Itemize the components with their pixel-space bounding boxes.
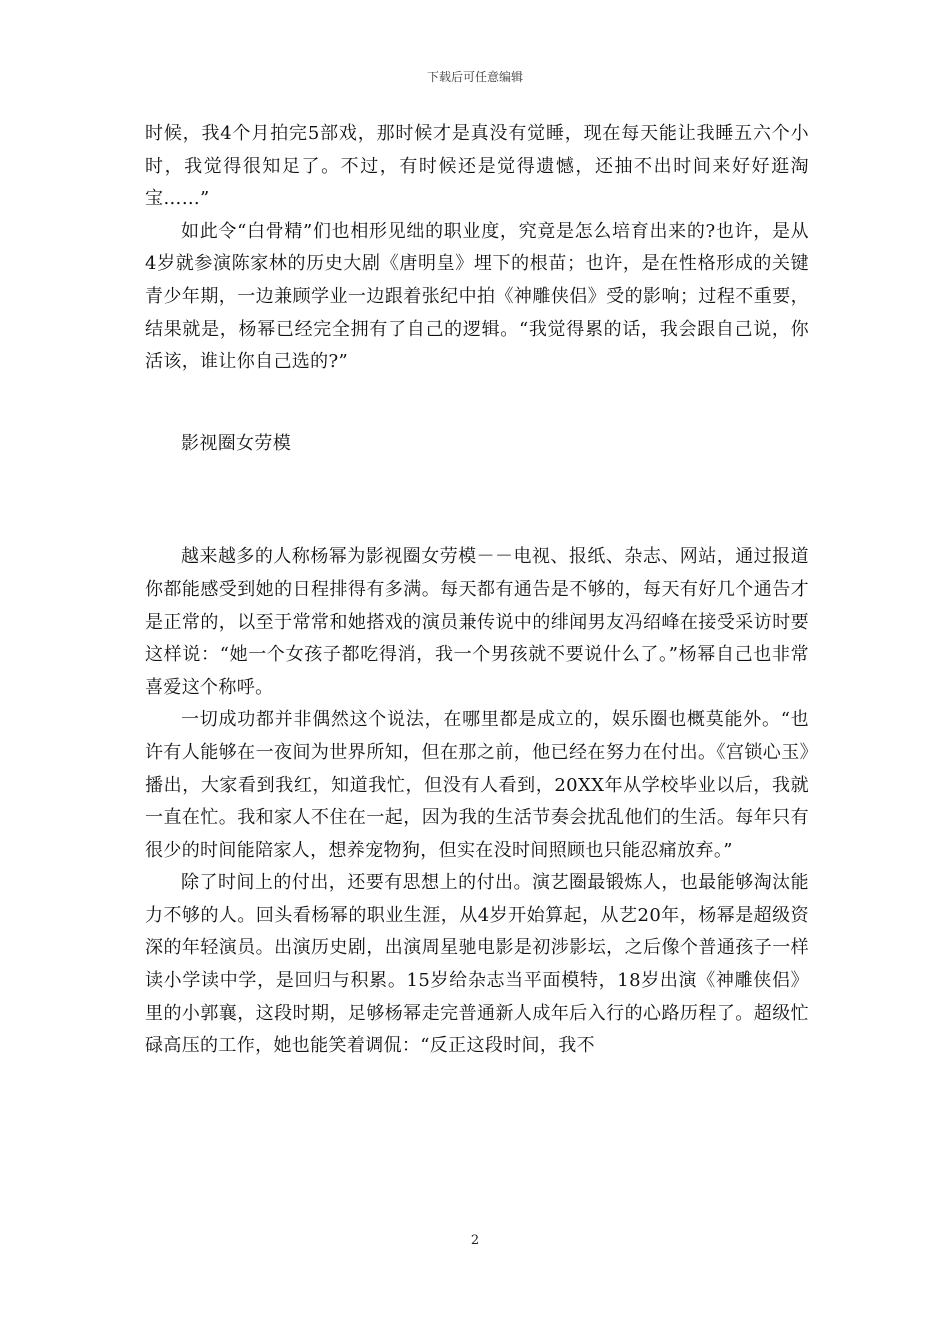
- document-body: [145, 118, 809, 1063]
- paragraph: 越来越多的人称杨幂为影视圈女劳模－－电视、报纸、杂志、网站，通过报道你都能感受到她的日程排得有多满。每天都有通告是不够的，每天有好几个通告才是正常的，以至于常常和她搭戏的演员兼传说中的绯闻男友冯绍峰在接受采访时要这样说：“她一个女孩子都吃得消，我一个男孩就不要说什么了。”杨幂自己也非常喜爱这个称呼。: [145, 546, 809, 698]
- paragraph: 除了时间上的付出，还要有思想上的付出。演艺圈最锻炼人，也最能够淘汰能力不够的人。回头看杨幂的职业生涯，从4岁开始算起，从艺20年，杨幂是超级资深的年轻演员。出演历史剧，出演周星驰电影是初涉影坛，之后像个普通孩子一样读小学读中学，是回归与积累。15岁给杂志当平面模特，18岁出演《神雕侠侣》里的小郭襄，这段时期，足够杨幂走完普通新人成年后入行的心路历程了。超级忙碌高压的工作，她也能笑着调侃：“反正这段时间，我不: [145, 872, 809, 1057]
- page-number: 2: [470, 1233, 480, 1248]
- section-heading: 影视圈女劳模: [181, 432, 292, 454]
- page-header: 下载后可任意编辑: [426, 70, 523, 84]
- paragraph: 一切成功都并非偶然这个说法，在哪里都是成立的，娱乐圈也概莫能外。“也许有人能够在一夜间为世界所知，但在那之前，他已经在努力在付出。《宫锁心玉》播出，大家看到我红，知道我忙，但没有人看到，20XX年从学校毕业以后，我就一直在忙。我和家人不住在一起，因为我的生活节奏会扰乱他们的生活。每年只有很少的时间能陪家人，想养宠物狗，但实在没时间照顾也只能忍痛放弃。”: [145, 709, 809, 861]
- paragraph-continuation: 时候，我4个月拍完5部戏，那时候才是真没有觉睡，现在每天能让我睡五六个小时，我觉得很知足了。不过，有时候还是觉得遗憾，还抽不出时间来好好逛淘宝……”: [145, 123, 809, 210]
- paragraph: 如此令“白骨精”们也相形见绌的职业度，究竟是怎么培育出来的?也许，是从4岁就参演陈家林的历史大剧《唐明皇》埋下的根苗；也许，是在性格形成的关键青少年期，一边兼顾学业一边跟着张纪中拍《神雕侠侣》受的影响；过程不重要，结果就是，杨幂已经完全拥有了自己的逻辑。“我觉得累的话，我会跟自己说，你活该，谁让你自己选的?”: [145, 220, 809, 373]
